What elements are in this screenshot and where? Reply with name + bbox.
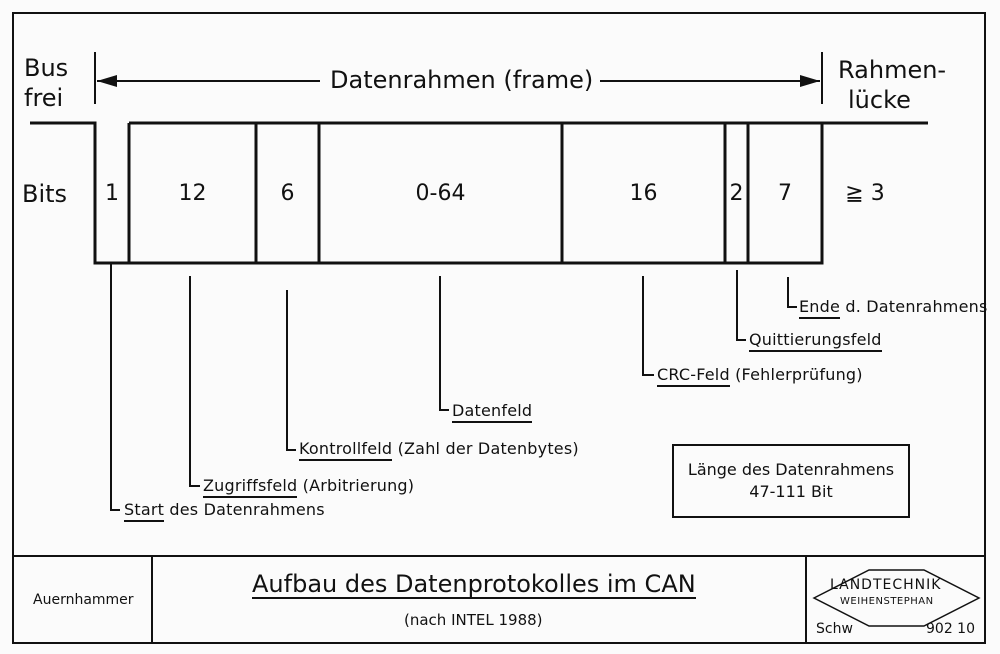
footer-subtitle: (nach INTEL 1988) bbox=[404, 611, 543, 629]
annotation-crc-term: CRC-Feld bbox=[657, 365, 730, 387]
field-crc-bits: 16 bbox=[629, 180, 658, 206]
leader-zugriff bbox=[190, 276, 200, 486]
field-end-bits: 7 bbox=[778, 180, 792, 206]
leader-daten bbox=[440, 276, 449, 410]
leader-ende bbox=[788, 277, 797, 307]
annotation-ack bbox=[749, 332, 882, 348]
annotation-start bbox=[124, 502, 325, 518]
frame-label: Datenrahmen (frame) bbox=[330, 66, 594, 94]
gap-label-2: lücke bbox=[848, 86, 911, 114]
annotation-start-term: Start bbox=[124, 500, 164, 522]
frame-length-line2: 47-111 Bit bbox=[749, 482, 833, 501]
footer-code-left: Schw bbox=[816, 621, 853, 637]
logo-line-1: LANDTECHNIK bbox=[830, 577, 942, 593]
frame-arrow-left-head bbox=[97, 75, 117, 87]
logo-line-2: WEIHENSTEPHAN bbox=[840, 596, 934, 607]
annotation-end bbox=[799, 299, 988, 315]
leader-crc bbox=[643, 276, 654, 375]
field-data-bits: 0-64 bbox=[415, 180, 466, 206]
frame-length-box bbox=[672, 444, 910, 518]
annotation-control bbox=[299, 441, 579, 457]
field-ack-bits: 2 bbox=[729, 180, 744, 206]
annotation-arbitration-text: (Arbitrierung) bbox=[297, 476, 415, 495]
field-control-bits: 6 bbox=[280, 180, 295, 206]
frame-length-line1: Länge des Datenrahmens bbox=[687, 460, 895, 479]
annotation-data-term: Datenfeld bbox=[452, 401, 532, 423]
annotation-end-term: Ende bbox=[799, 297, 840, 319]
annotation-end-text: d. Datenrahmens bbox=[840, 297, 988, 316]
annotation-start-text: des Datenrahmens bbox=[164, 500, 325, 519]
annotation-control-term: Kontrollfeld bbox=[299, 439, 392, 461]
annotation-ack-term: Quittierungsfeld bbox=[749, 330, 882, 352]
footer-code-right: 902 10 bbox=[926, 621, 975, 637]
gap-bits: ≧ 3 bbox=[845, 180, 885, 206]
annotation-crc-text: (Fehlerprüfung) bbox=[729, 365, 863, 384]
annotation-crc bbox=[657, 367, 863, 383]
frame-arrow-right-head bbox=[800, 75, 820, 87]
field-arbitration-bits: 12 bbox=[178, 180, 207, 206]
leader-start bbox=[111, 263, 120, 510]
bus-free-label-1: Bus bbox=[24, 54, 69, 82]
leader-kontroll bbox=[287, 290, 296, 450]
bits-label: Bits bbox=[22, 180, 68, 208]
leader-quitt bbox=[737, 270, 746, 340]
annotation-arbitration-term: Zugriffsfeld bbox=[203, 476, 297, 498]
annotation-data bbox=[452, 403, 532, 419]
bus-free-label-2: frei bbox=[24, 84, 64, 112]
footer-title: Aufbau des Datenprotokolles im CAN bbox=[252, 570, 696, 598]
footer-author: Auernhammer bbox=[33, 592, 134, 608]
gap-label-1: Rahmen- bbox=[838, 56, 947, 84]
field-start-bits: 1 bbox=[105, 180, 119, 206]
annotation-control-text: (Zahl der Datenbytes) bbox=[392, 439, 579, 458]
annotation-arbitration bbox=[203, 478, 414, 494]
